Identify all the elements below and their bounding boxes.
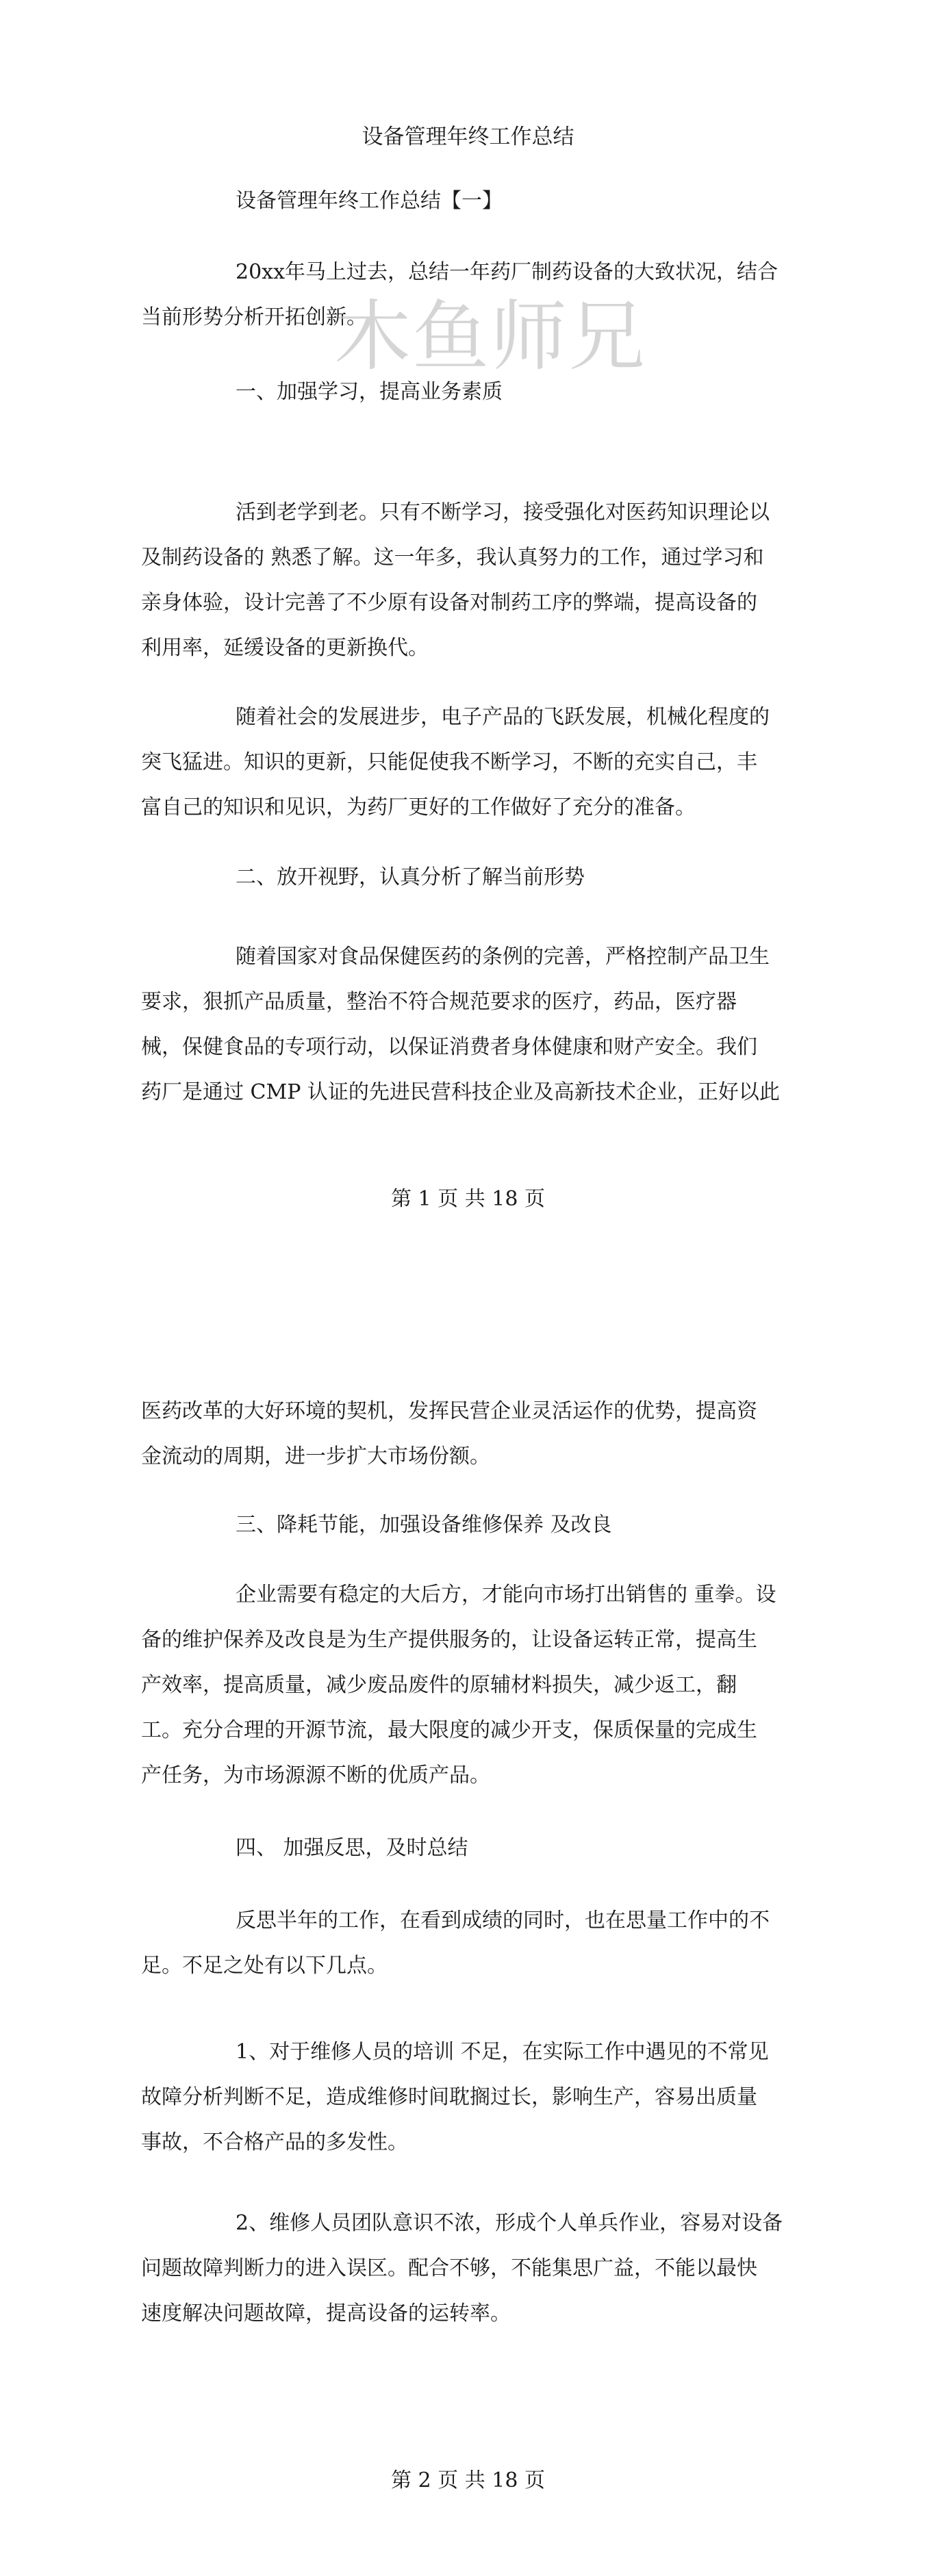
paragraph-line: 随着国家对食品保健医药的条例的完善，严格控制产品卫生: [236, 945, 770, 969]
paragraph-line: 医药改革的大好环境的契机，发挥民营企业灵活运作的优势，提高资: [141, 1399, 757, 1423]
page-footer: 第 1 页 共 18 页: [391, 1187, 545, 1211]
paragraph-line: 活到老学到老。只有不断学习，接受强化对医药知识理论以: [236, 500, 770, 524]
paragraph-line: 富自己的知识和见识，为药厂更好的工作做好了充分的准备。: [141, 795, 696, 819]
paragraph-line: 事故，不合格产品的多发性。: [141, 2130, 408, 2154]
paragraph-line: 速度解决问题故障，提高设备的运转率。: [141, 2301, 511, 2325]
paragraph-line: 金流动的周期，进一步扩大市场份额。: [141, 1444, 490, 1468]
paragraph-line: 工。充分合理的开源节流，最大限度的减少开支，保质保量的完成生: [141, 1718, 757, 1742]
section-heading: 一、加强学习，提高业务素质: [236, 380, 503, 404]
paragraph-line: 备的维护保养及改良是为生产提供服务的，让设备运转正常，提高生: [141, 1628, 757, 1652]
watermark-text: 木鱼师兄: [334, 292, 646, 381]
section-heading: 三、降耗节能，加强设备维修保养 及改良: [236, 1513, 612, 1537]
paragraph-line: 企业需要有稳定的大后方，才能向市场打出销售的 重拳。设: [236, 1583, 776, 1607]
paragraph-line: 反思半年的工作，在看到成绩的同时，也在思量工作中的不: [236, 1909, 770, 1933]
paragraph-line: 产效率，提高质量，减少废品废件的原辅材料损失，减少返工，翻: [141, 1673, 737, 1697]
paragraph-line: 当前形势分析开拓创新。: [141, 305, 367, 329]
section-heading: 设备管理年终工作总结【一】: [236, 189, 503, 213]
document-page-2: [0, 1287, 936, 2576]
paragraph-line: 20xx年马上过去，总结一年药厂制药设备的大致状况，结合: [236, 260, 779, 284]
paragraph-line: 及制药设备的 熟悉了解。这一年多，我认真努力的工作，通过学习和: [141, 546, 764, 570]
paragraph-line: 械，保健食品的专项行动，以保证消费者身体健康和财产安全。我们: [141, 1035, 757, 1059]
paragraph-line: 问题故障判断力的进入误区。配合不够，不能集思广益，不能以最快: [141, 2256, 757, 2280]
paragraph-line: 足。不足之处有以下几点。: [141, 1954, 388, 1978]
section-heading: 四、 加强反思，及时总结: [236, 1836, 468, 1860]
paragraph-line: 2、维修人员团队意识不浓，形成个人单兵作业，容易对设备: [236, 2211, 783, 2235]
section-heading: 二、放开视野，认真分析了解当前形势: [236, 865, 585, 889]
paragraph-line: 利用率，延缓设备的更新换代。: [141, 636, 429, 660]
page-footer: 第 2 页 共 18 页: [391, 2469, 545, 2492]
paragraph-line: 1、对于维修人员的培训 不足，在实际工作中遇见的不常见: [236, 2040, 769, 2064]
document-page-1: [0, 0, 936, 1287]
document-title: 设备管理年终工作总结: [362, 125, 574, 149]
paragraph-line: 突飞猛进。知识的更新，只能促使我不断学习，不断的充实自己，丰: [141, 750, 757, 774]
paragraph-line: 亲身体验，设计完善了不少原有设备对制药工序的弊端，提高设备的: [141, 591, 757, 615]
paragraph-line: 随着社会的发展进步，电子产品的飞跃发展，机械化程度的: [236, 705, 770, 729]
paragraph-line: 产任务，为市场源源不断的优质产品。: [141, 1763, 490, 1787]
paragraph-line: 要求，狠抓产品质量，整治不符合规范要求的医疗，药品，医疗器: [141, 990, 737, 1014]
paragraph-line: 药厂是通过 CMP 认证的先进民营科技企业及高新技术企业，正好以此: [141, 1080, 780, 1104]
paragraph-line: 故障分析判断不足，造成维修时间耽搁过长，影响生产，容易出质量: [141, 2085, 757, 2109]
